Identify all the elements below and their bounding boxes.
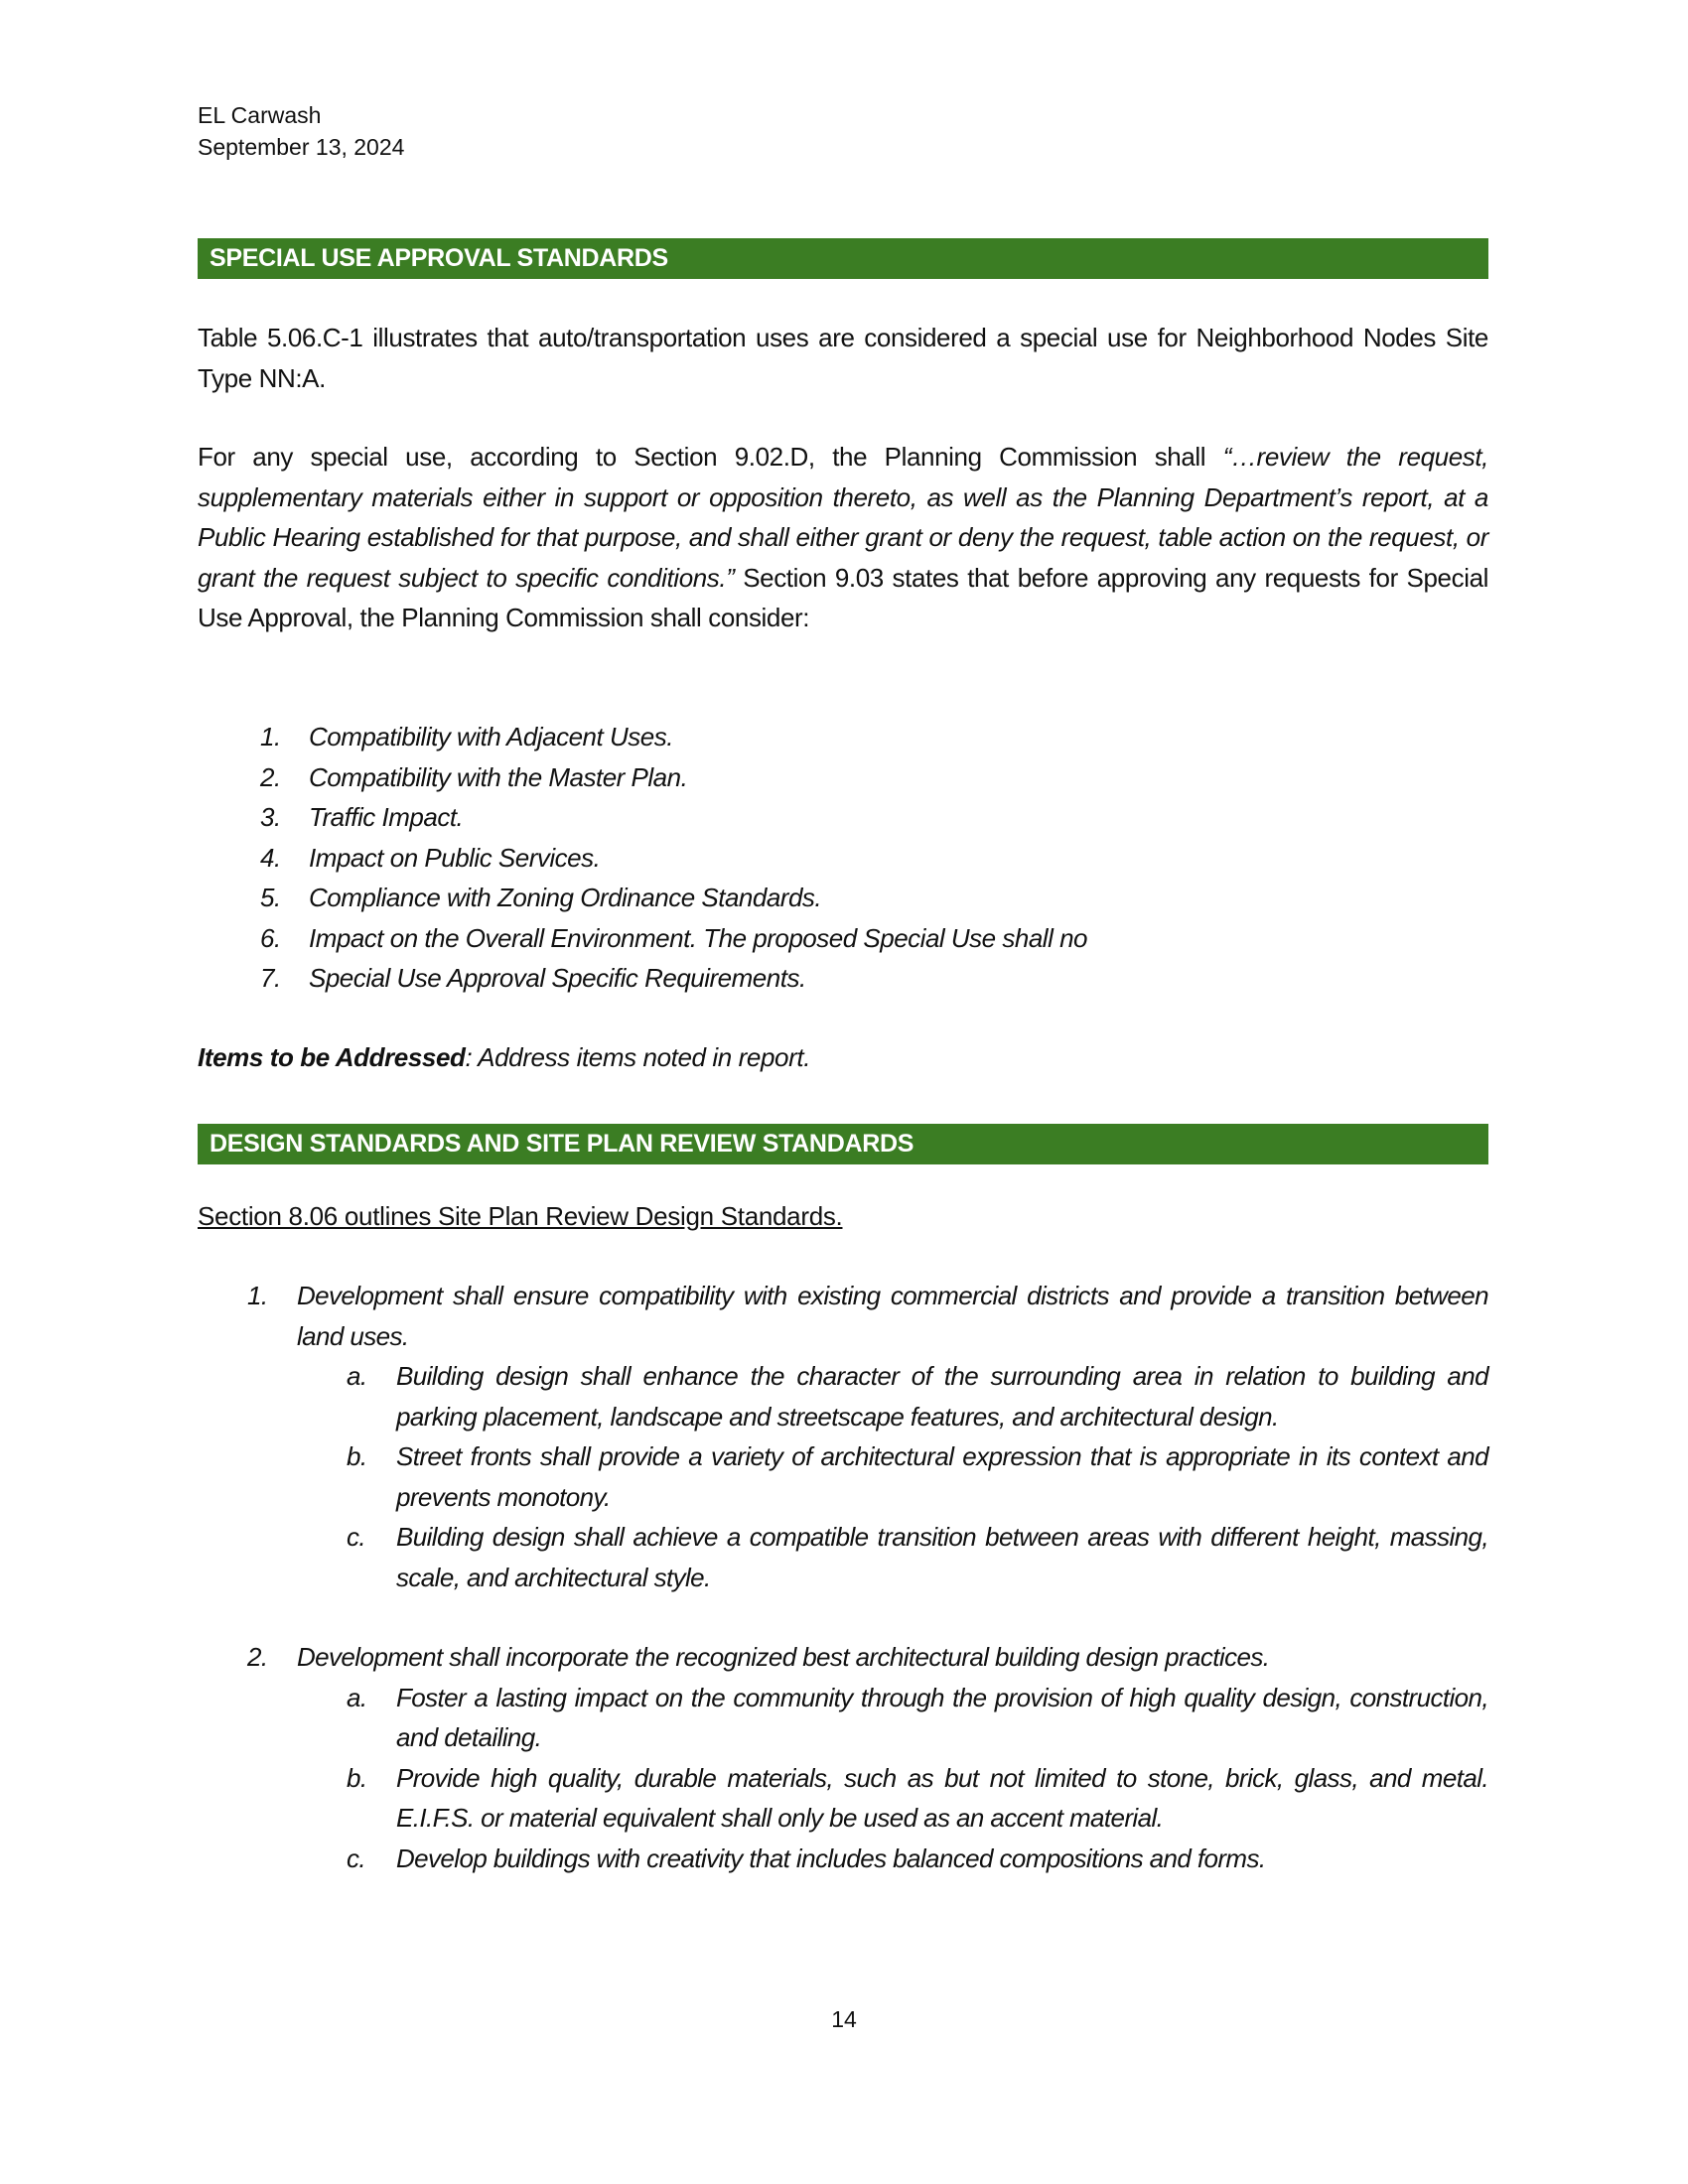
sub-list-letter: b. bbox=[347, 1441, 367, 1471]
list-item bbox=[198, 918, 1488, 959]
sub-list-item bbox=[198, 1839, 1488, 1879]
list-number: 1. bbox=[260, 722, 281, 751]
sub-list-text: Foster a lasting impact on the community through the provision of high quality design, construction, and detailing. bbox=[396, 1682, 1488, 1752]
sub-list-letter: c. bbox=[347, 1522, 366, 1552]
sub-list-text: Develop buildings with creativity that includes balanced compositions and forms. bbox=[396, 1843, 1266, 1873]
list-text: Development shall incorporate the recognized best architectural building design practices. bbox=[297, 1642, 1270, 1672]
sub-list-item bbox=[198, 1436, 1488, 1517]
list-text: Compatibility with Adjacent Uses. bbox=[309, 722, 673, 751]
paragraph-table-reference: Table 5.06.C-1 illustrates that auto/transportation uses are considered a special use for Neighborhood Nodes Site Type NN:A. bbox=[198, 323, 1488, 393]
sub-list-text: Street fronts shall provide a variety of architectural expression that is appropriate in its context and prevents monotony. bbox=[396, 1441, 1488, 1512]
sub-list-text: Building design shall achieve a compatible transition between areas with different height, massing, scale, and architectural style. bbox=[396, 1522, 1488, 1592]
sub-list-item bbox=[198, 1356, 1488, 1436]
list-text: Compliance with Zoning Ordinance Standards. bbox=[309, 883, 822, 912]
items-label: Items to be Addressed bbox=[198, 1042, 466, 1072]
list-number: 2. bbox=[247, 1642, 268, 1672]
list-item bbox=[198, 797, 1488, 838]
items-text: : Address items noted in report. bbox=[465, 1042, 811, 1072]
list-item bbox=[198, 717, 1488, 757]
list-number: 1. bbox=[247, 1281, 268, 1310]
sub-list-letter: a. bbox=[347, 1682, 367, 1712]
list-number: 4. bbox=[260, 842, 281, 873]
list-text: Impact on the Overall Environment. The proposed Special Use shall no bbox=[309, 922, 1087, 953]
sub-list-item bbox=[198, 1517, 1488, 1597]
sub-list-letter: b. bbox=[347, 1762, 367, 1793]
sub-list-letter: a. bbox=[347, 1361, 367, 1391]
design-standards-list bbox=[198, 1276, 1488, 1878]
section-heading-special-use: SPECIAL USE APPROVAL STANDARDS bbox=[198, 238, 1488, 279]
sub-list-item bbox=[198, 1678, 1488, 1758]
list-item bbox=[198, 958, 1488, 999]
items-to-be-addressed bbox=[198, 1037, 810, 1077]
header-project-name: EL Carwash bbox=[198, 102, 322, 128]
list-item bbox=[198, 838, 1488, 879]
list-item bbox=[198, 757, 1488, 798]
list-text: Impact on Public Services. bbox=[309, 842, 601, 873]
considerations-list bbox=[198, 717, 1488, 999]
list-number: 5. bbox=[260, 883, 281, 912]
section-heading-design-standards: DESIGN STANDARDS AND SITE PLAN REVIEW STANDARDS bbox=[198, 1124, 1488, 1164]
list-number: 2. bbox=[260, 761, 281, 792]
list-item bbox=[198, 1637, 1488, 1678]
header-date: September 13, 2024 bbox=[198, 134, 405, 160]
paragraph-tail: Section 9.03 states that before approving any requests for Special Use Approval, the Planning Commission shall consider: bbox=[198, 562, 1489, 632]
list-text: Special Use Approval Specific Requirements. bbox=[309, 963, 806, 993]
sub-list-item bbox=[198, 1758, 1488, 1839]
sub-list-text: Building design shall enhance the character of the surrounding area in relation to building and parking placement, landscape and streetscape features, and architectural design. bbox=[396, 1361, 1488, 1432]
sub-list-text: Provide high quality, durable materials, such as but not limited to stone, brick, glass, and metal. E.I.F.S. or material equivalent shall only be used as an accent material. bbox=[396, 1762, 1488, 1833]
quoted-ordinance-text: “…review the request, supplementary materials either in support or opposition thereto, as well as the Planning Department’s report, at a Public Hearing established for that purpose, and shall either grant or deny the request, table action on the request, or grant the request subject to specific conditions.” bbox=[198, 442, 1488, 593]
list-text: Traffic Impact. bbox=[309, 802, 464, 832]
list-text: Compatibility with the Master Plan. bbox=[309, 761, 688, 792]
sub-list-letter: c. bbox=[347, 1843, 366, 1873]
page-number: 14 bbox=[831, 2006, 857, 2032]
list-text: Development shall ensure compatibility with existing commercial districts and provide a transition between land uses. bbox=[297, 1281, 1488, 1351]
list-number: 3. bbox=[260, 802, 281, 832]
paragraph-lead: For any special use, according to Section 9.02.D, the Planning Commission shall bbox=[198, 442, 1223, 472]
list-item bbox=[198, 1276, 1488, 1356]
list-item bbox=[198, 878, 1488, 918]
list-spacer bbox=[198, 1597, 1488, 1637]
section-intro-8-06: Section 8.06 outlines Site Plan Review Design Standards. bbox=[198, 1201, 843, 1231]
paragraph-special-use-review bbox=[198, 437, 1488, 638]
list-number: 6. bbox=[260, 922, 281, 953]
list-number: 7. bbox=[260, 963, 281, 993]
